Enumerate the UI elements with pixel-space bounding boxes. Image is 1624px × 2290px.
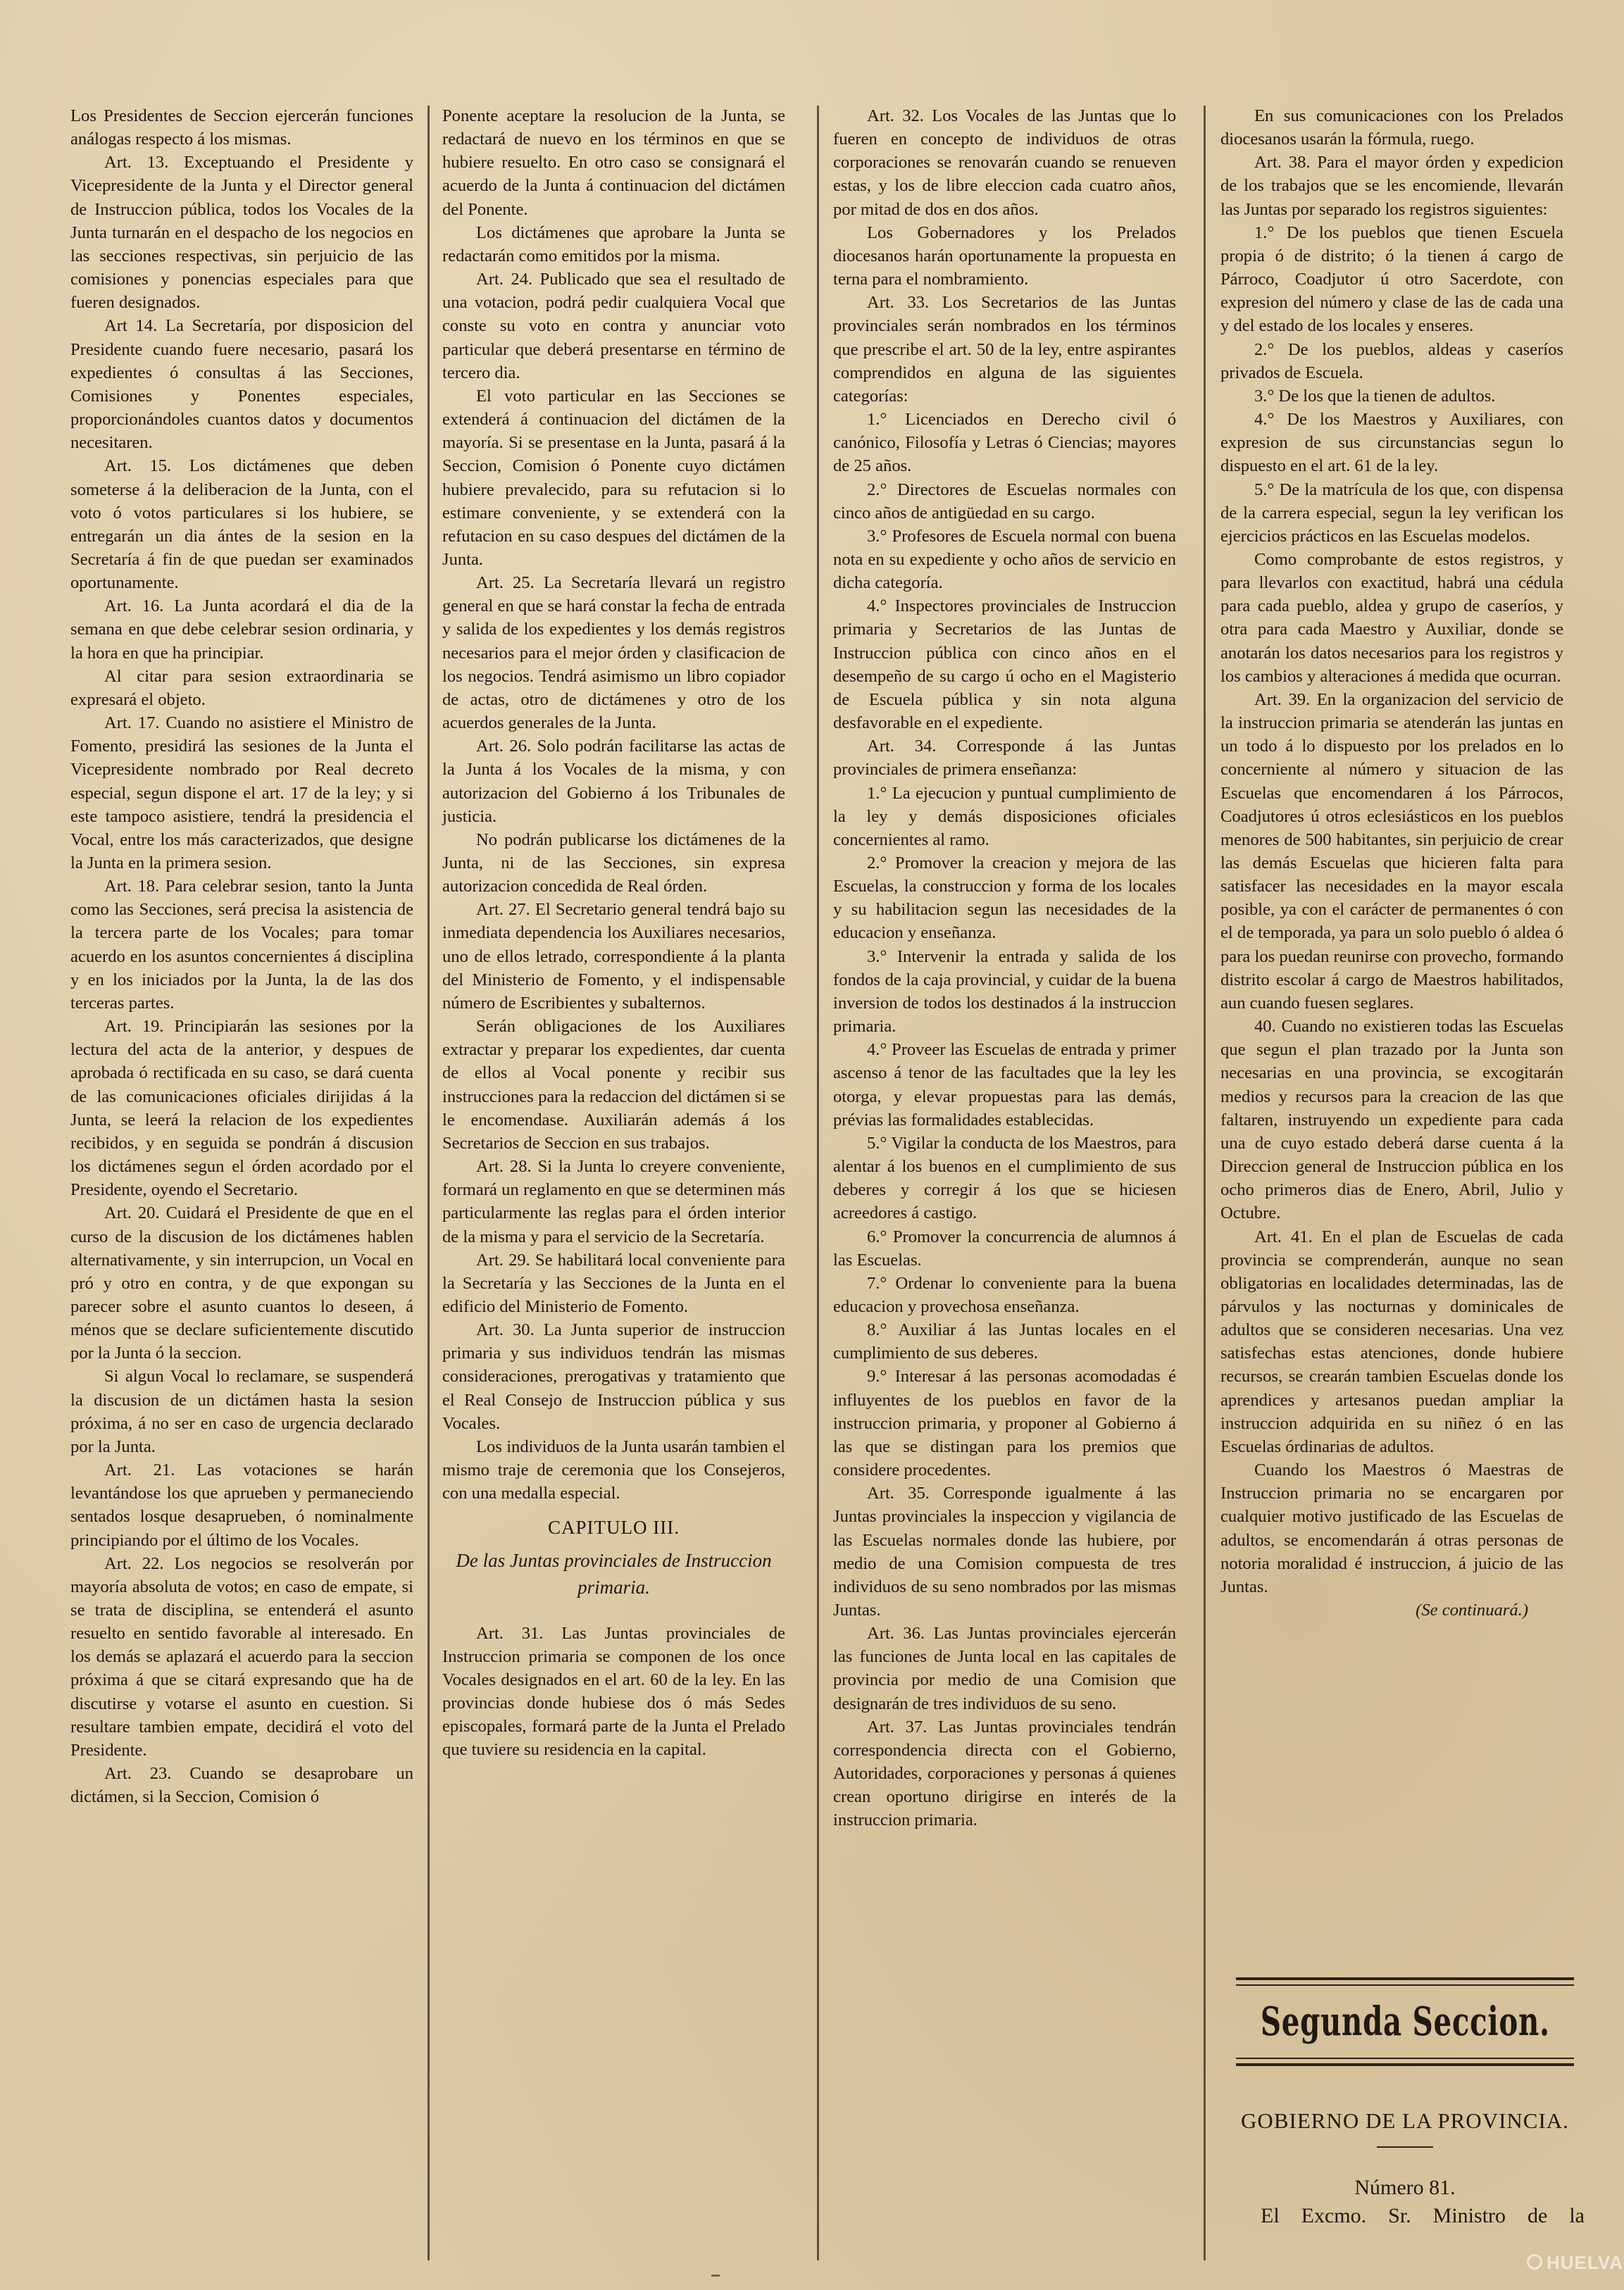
continuation-note: (Se continuará.) <box>1416 1601 1528 1620</box>
article-41: Art. 41. En el plan de Escuelas de cada provincia se comprenderán, aunque no sean obligatorias en localidades determinadas, las de párvulos y las nocturnas y dominicales de adultos que se consideren necesarias. Una vez satisfechas estas atenciones, donde hubiere recursos, se crearán tambien Escuelas donde los aprendices y artesanos puedan ampliar la instruccion adquirida en su niñez ó en las Escuelas órdinarias de adultos. <box>1220 1227 1563 1456</box>
list-item: 3.° Profesores de Escuela normal con buena nota en su expediente y ocho años de servicio en dicha categoría. <box>833 526 1176 593</box>
column-rule <box>817 106 819 2260</box>
article-25: Art. 25. La Secretaría llevará un registro general en que se hará constar la fecha de entrada y salida de los expedientes y los demás registros necesarios para el mejor órden y clasificacion de los negocios. Tendrá asimismo un libro copiador de actas, otro de dictámenes y otro de los acuerdos generales de la Junta. <box>442 573 785 733</box>
article-31: Art. 31. Las Juntas provinciales de Instruccion primaria se componen de los once Vocales designados en el art. 60 de la ley. En las provincias donde hubiese dos ó más Sedes episcopales, formará parte de la Junta el Prelado que tuviere su residencia en la capital. <box>442 1623 785 1760</box>
column-rule <box>427 106 430 2260</box>
article-35: Art. 35. Corresponde igualmente á las Juntas provinciales la inspeccion y vigilancia de las Escuelas normales donde las hubiere, por medio de una Comision compuesta de tres individuos de su seno nombrados por las mismas Juntas. <box>833 1484 1176 1620</box>
paragraph: Al citar para sesion extraordinaria se expresará el objeto. <box>70 666 413 709</box>
article-30: Art. 30. La Junta superior de instruccion primaria y sus individuos tendrán las mismas consideraciones, prerogativas y tratamiento que el Real Consejo de Instruccion pública y sus Vocales. <box>442 1320 785 1433</box>
article-15: Art. 15. Los dictámenes que deben someterse á la deliberacion de la Junta, con el voto ó votos particulares si los hubiere, se entregarán un dia ántes de la sesion en la Secretaría á fin de que puedan ser examinados oportunamente. <box>70 456 413 593</box>
list-item: 2.° Promover la creacion y mejora de las Escuelas, la construccion y forma de los locales y su habilitacion segun las necesidades de la educacion y enseñanza. <box>833 853 1176 943</box>
section-title: Segunda Seccion. <box>1260 1998 1550 2045</box>
article-27: Art. 27. El Secretario general tendrá bajo su inmediata dependencia los Auxiliares necesarios, uno de ellos letrado, correspondiente á la planta del Ministerio de Fomento, y el indispensable número de Escribientes y subalternos. <box>442 900 785 1013</box>
text-column-2 <box>442 104 785 1761</box>
paragraph: Los Presidentes de Seccion ejercerán funciones análogas respecto á los mismas. <box>70 106 413 149</box>
fold-mark <box>711 2275 720 2277</box>
notice-number: Número 81. <box>1354 2176 1456 2199</box>
list-item: 7.° Ordenar lo conveniente para la buena educacion y provechosa enseñanza. <box>833 1273 1176 1316</box>
article-34: Art. 34. Corresponde á las Juntas provinciales de primera enseñanza: <box>833 737 1176 780</box>
paragraph: Cuando los Maestros ó Maestras de Instruccion primaria no se encargaren por cualquier motivo justificado de las Escuelas de adultos, se encomendarán á otras personas de notoria moralidad é instruccion, á juicio de las Juntas. <box>1220 1460 1563 1596</box>
article-32: Art. 32. Los Vocales de las Juntas que lo fueren en concepto de individuos de otras corporaciones se renovarán cuando se renueven estas, y los de libre eleccion cada cuatro años, por mitad de dos en dos años. <box>833 106 1176 219</box>
paragraph: En sus comunicaciones con los Prelados diocesanos usarán la fórmula, ruego. <box>1220 106 1563 149</box>
article-14: Art 14. La Secretaría, por disposicion del Presidente cuando fuere necesario, pasará los expedientes ó consultas á las Secciones, Comisiones y Ponentes especiales, proporcionándoles cuantos datos y documentos necesitaren. <box>70 316 413 453</box>
chapter-subtitle: De las Juntas provinciales de Instruccion primaria. <box>456 1549 772 1598</box>
section-title-box <box>1236 1977 1574 2066</box>
article-26: Art. 26. Solo podrán facilitarse las actas de la Junta á los Vocales de la misma, y con autorizacion del Gobierno á los Tribunales de justicia. <box>442 737 785 826</box>
article-28: Art. 28. Si la Junta lo creyere conveniente, formará un reglamento en que se determinen más particularmente las reglas para el órden interior de la misma y para el servicio de la Secretaría. <box>442 1157 785 1246</box>
paragraph: Los individuos de la Junta usarán tambien el mismo traje de ceremonia que los Consejeros, con una medalla especial. <box>442 1437 785 1503</box>
article-36: Art. 36. Las Juntas provinciales ejercerán las funciones de Junta local en las capitales de provincia por medio de una Comision que designarán de tres individuos de su seno. <box>833 1624 1176 1713</box>
article-38: Art. 38. Para el mayor órden y expedicion de los trabajos que se les encomiende, llevarán las Juntas por separado los registros siguientes: <box>1220 153 1563 219</box>
paragraph: Los dictámenes que aprobare la Junta se redactarán como emitidos por la misma. <box>442 223 785 265</box>
article-20: Art. 20. Cuidará el Presidente de que en el curso de la discusion de los dictámenes hablen alternativamente, y sin interrupcion, un Vocal en pró y otro en contra, y de que expongan su parecer sobre el asunto cuantos lo deseen, á ménos que se declare suficientemente discutido por la Junta ó la seccion. <box>70 1203 413 1363</box>
section-heading: GOBIERNO DE LA PROVINCIA. <box>1241 2108 1569 2133</box>
notice-start: El Excmo. Sr. Ministro de la <box>1261 2204 1585 2227</box>
divider <box>1377 2146 1433 2148</box>
article-19: Art. 19. Principiarán las sesiones por la lectura del acta de la anterior, y despues de aprobada ó rectificada en su caso, se dará cuenta de las comunicaciones oficiales dirijidas á la Junta, se leerá la relacion de los expedientes recibidos, y en seguida se pondrán á discusion los dictámenes segun el órden acordado por el Presidente, oyendo el Secretario. <box>70 1017 413 1200</box>
list-item: 3.° Intervenir la entrada y salida de los fondos de la caja provincial, y cuidar de la buena inversion de todos los destinados á la instruccion primaria. <box>833 946 1176 1037</box>
article-40: 40. Cuando no existieren todas las Escuelas que segun el plan trazado por la Junta son necesarias en una provincia, se excogitarán medios y recursos para la creacion de las que faltaren, instruyendo un expediente para cada una de cuyo estado deberá darse cuenta á la Direccion general de Instruccion pública en los ocho primeros dias de Enero, Abril, Julio y Octubre. <box>1220 1017 1563 1223</box>
article-39: Art. 39. En la organizacion del servicio de la instruccion primaria se atenderán las juntas en un todo á lo dispuesto por los prelados en lo concerniente al número y situacion de las Escuelas que encomendaren á los Párrocos, Coadjutores ú otros eclesiásticos en los pueblos menores de 500 habitantes, sin perjuicio de crear las demás Escuelas que hicieren falta para satisfacer las necesidades en la mayor escala posible, ya con el carácter de permanentes ó con el de temporada, ya para un solo pueblo ó aldea ó para los puedan reunirse con provecho, formando distrito escolar á cargo de Maestros habilitados, aun cuando fuesen seglares. <box>1220 689 1563 1013</box>
list-item: 3.° De los que la tienen de adultos. <box>1254 386 1496 406</box>
paragraph: Serán obligaciones de los Auxiliares extractar y preparar los expedientes, dar cuenta de ellos al Vocal ponente y recibir sus instrucciones para la redaccion del dictámen si se le encomendase. Auxiliarán además á los Secretarios de Seccion en sus trabajos. <box>442 1017 785 1153</box>
list-item: 6.° Promover la concurrencia de alumnos á las Escuelas. <box>833 1227 1176 1270</box>
paragraph: El voto particular en las Secciones se extenderá á continuacion del dictámen de la mayoría. Si se presentase en la Junta, pasará á la Seccion, Comision ó Ponente cuyo dictámen hubiere prevalecido, para su refutacion si lo estimare conveniente, y se extenderá con la refutacion en su caso despues del dictámen de la Junta. <box>442 386 785 569</box>
text-column-1 <box>70 104 413 1808</box>
article-16: Art. 16. La Junta acordará el dia de la semana en que debe celebrar sesion ordinaria, y la hora en que ha principiar. <box>70 596 413 663</box>
list-item: 8.° Auxiliar á las Juntas locales en el cumplimiento de sus deberes. <box>833 1320 1176 1363</box>
chapter-heading: CAPITULO III. <box>548 1517 680 1539</box>
list-item: 9.° Interesar á las personas acomodadas é influyentes de los pueblos en favor de la instruccion primaria, y proponer al Gobierno á las que se distingan para los premios que considere procedentes. <box>833 1367 1176 1480</box>
article-33: Art. 33. Los Secretarios de las Juntas provinciales serán nombrados en los términos que prescribe el art. 50 de la ley, entre aspirantes comprendidos en alguna de las siguientes categorías: <box>833 293 1176 406</box>
text-column-4 <box>1220 104 1563 1622</box>
list-item: 4.° De los Maestros y Auxiliares, con expresion de sus circunstancias segun lo dispuesto en el art. 61 de la ley. <box>1220 410 1563 476</box>
list-item: 1.° De los pueblos que tienen Escuela propia ó de distrito; ó la tienen á cargo de Párroco, Coadjutor ú otro Sacerdote, con expresion del número y clase de las de cada una y del estado de los locales y enseres. <box>1220 223 1563 336</box>
paragraph: Como comprobante de estos registros, y para llevarlos con exactitud, habrá una cédula para cada pueblo, aldea y grupo de caseríos, y otra para cada Maestro y Auxiliar, donde se anotarán los datos necesarios para los registros y los cambios y alteraciones á medida que ocurran. <box>1220 549 1563 686</box>
article-13: Art. 13. Exceptuando el Presidente y Vicepresidente de la Junta y el Director general de Instruccion pública, todos los Vocales de la Junta turnarán en el despacho de los negocios en las secciones respectivas, sin perjuicio de las comisiones y ponencias especiales para que fueren designados. <box>70 153 413 313</box>
article-29: Art. 29. Se habilitará local conveniente para la Secretaría y las Secciones de la Junta en el edificio del Ministerio de Fomento. <box>442 1250 785 1316</box>
archive-watermark: HUELVA <box>1527 2252 1623 2274</box>
text-column-3 <box>833 104 1176 1832</box>
paragraph: Si algun Vocal lo reclamare, se suspenderá la discusion de un dictámen hasta la sesion próxima, á no ser en caso de urgencia declarado por la Junta. <box>70 1367 413 1456</box>
list-item: 1.° La ejecucion y puntual cumplimiento de la ley y demás disposiciones oficiales concernientes al ramo. <box>833 783 1176 849</box>
paragraph: No podrán publicarse los dictámenes de la Junta, ni de las Secciones, sin expresa autorizacion concedida de Real órden. <box>442 830 785 896</box>
article-18: Art. 18. Para celebrar sesion, tanto la Junta como las Secciones, será precisa la asistencia de la tercera parte de los Vocales; para tomar acuerdo en los asuntos concernientes á disciplina y en los iniciados por la Junta, la de las dos terceras partes. <box>70 877 413 1013</box>
list-item: 4.° Proveer las Escuelas de entrada y primer ascenso á tenor de las facultades que la ley les otorga, y elevar propuestas para las demás, prévias las formalidades establecidas. <box>833 1040 1176 1130</box>
list-item: 2.° De los pueblos, aldeas y caseríos privados de Escuela. <box>1220 339 1563 382</box>
article-21: Art. 21. Las votaciones se harán levantándose los que aprueben y permaneciendo sentados losque desaprueben, ó nominalmente principiando por el último de los Vocales. <box>70 1460 413 1550</box>
article-17: Art. 17. Cuando no asistiere el Ministro de Fomento, presidirá las sesiones de la Junta el Vicepresidente nombrado por Real decreto especial, segun dispone el art. 17 de la ley; y si este tampoco asistiere, tendrá la presidencia el Vocal, entre los más caracterizados, que designe la Junta en la primera sesion. <box>70 713 413 872</box>
paragraph: Los Gobernadores y los Prelados diocesanos harán oportunamente la propuesta en terna para el nombramiento. <box>833 223 1176 289</box>
article-37: Art. 37. Las Juntas provinciales tendrán correspondencia directa con el Gobierno, Autoridades, corporaciones y personas á quienes crean oportuno dirigirse en interés de la instruccion primaria. <box>833 1717 1176 1830</box>
article-22: Art. 22. Los negocios se resolverán por mayoría absoluta de votos; en caso de empate, si se trata de disciplina, se entenderá el asunto resuelto en sentido favorable al interesado. En los demás se aplazará el acuerdo para la seccion próxima á que se citará expresando que ha de discutirse y votarse el asunto en cuestion. Si resultare tambien empate, decidirá el voto del Presidente. <box>70 1553 413 1760</box>
list-item: 5.° Vigilar la conducta de los Maestros, para alentar á los buenos en el cumplimiento de sus deberes y corregir á los que se hiciesen acreedores á castigo. <box>833 1133 1176 1223</box>
column-rule <box>1204 106 1206 2260</box>
paragraph: Ponente aceptare la resolucion de la Junta, se redactará de nuevo en los términos en que se hubiere resuelto. En otro caso se consignará el acuerdo de la Junta á continuacion del dictámen del Ponente. <box>442 106 785 219</box>
list-item: 2.° Directores de Escuelas normales con cinco años de antigüedad en su cargo. <box>833 480 1176 523</box>
list-item: 5.° De la matrícula de los que, con dispensa de la carrera especial, segun la ley verifican los ejercicios prácticos en las Escuelas modelos. <box>1220 480 1563 546</box>
list-item: 1.° Licenciados en Derecho civil ó canónico, Filosofía y Letras ó Ciencias; mayores de 25 años. <box>833 410 1176 476</box>
article-24: Art. 24. Publicado que sea el resultado de una votacion, podrá pedir cualquiera Vocal que conste su voto en contra y anunciar voto particular que deberá presentarse en término de tercero dia. <box>442 270 785 382</box>
article-23: Art. 23. Cuando se desaprobare un dictámen, si la Seccion, Comision ó <box>70 1764 413 1807</box>
list-item: 4.° Inspectores provinciales de Instruccion primaria y Secretarios de las Juntas de Instruccion pública con cinco años en el desempeño de su cargo ú ocho en el Magisterio de Escuela pública y sin nota alguna desfavorable en el expediente. <box>833 596 1176 733</box>
